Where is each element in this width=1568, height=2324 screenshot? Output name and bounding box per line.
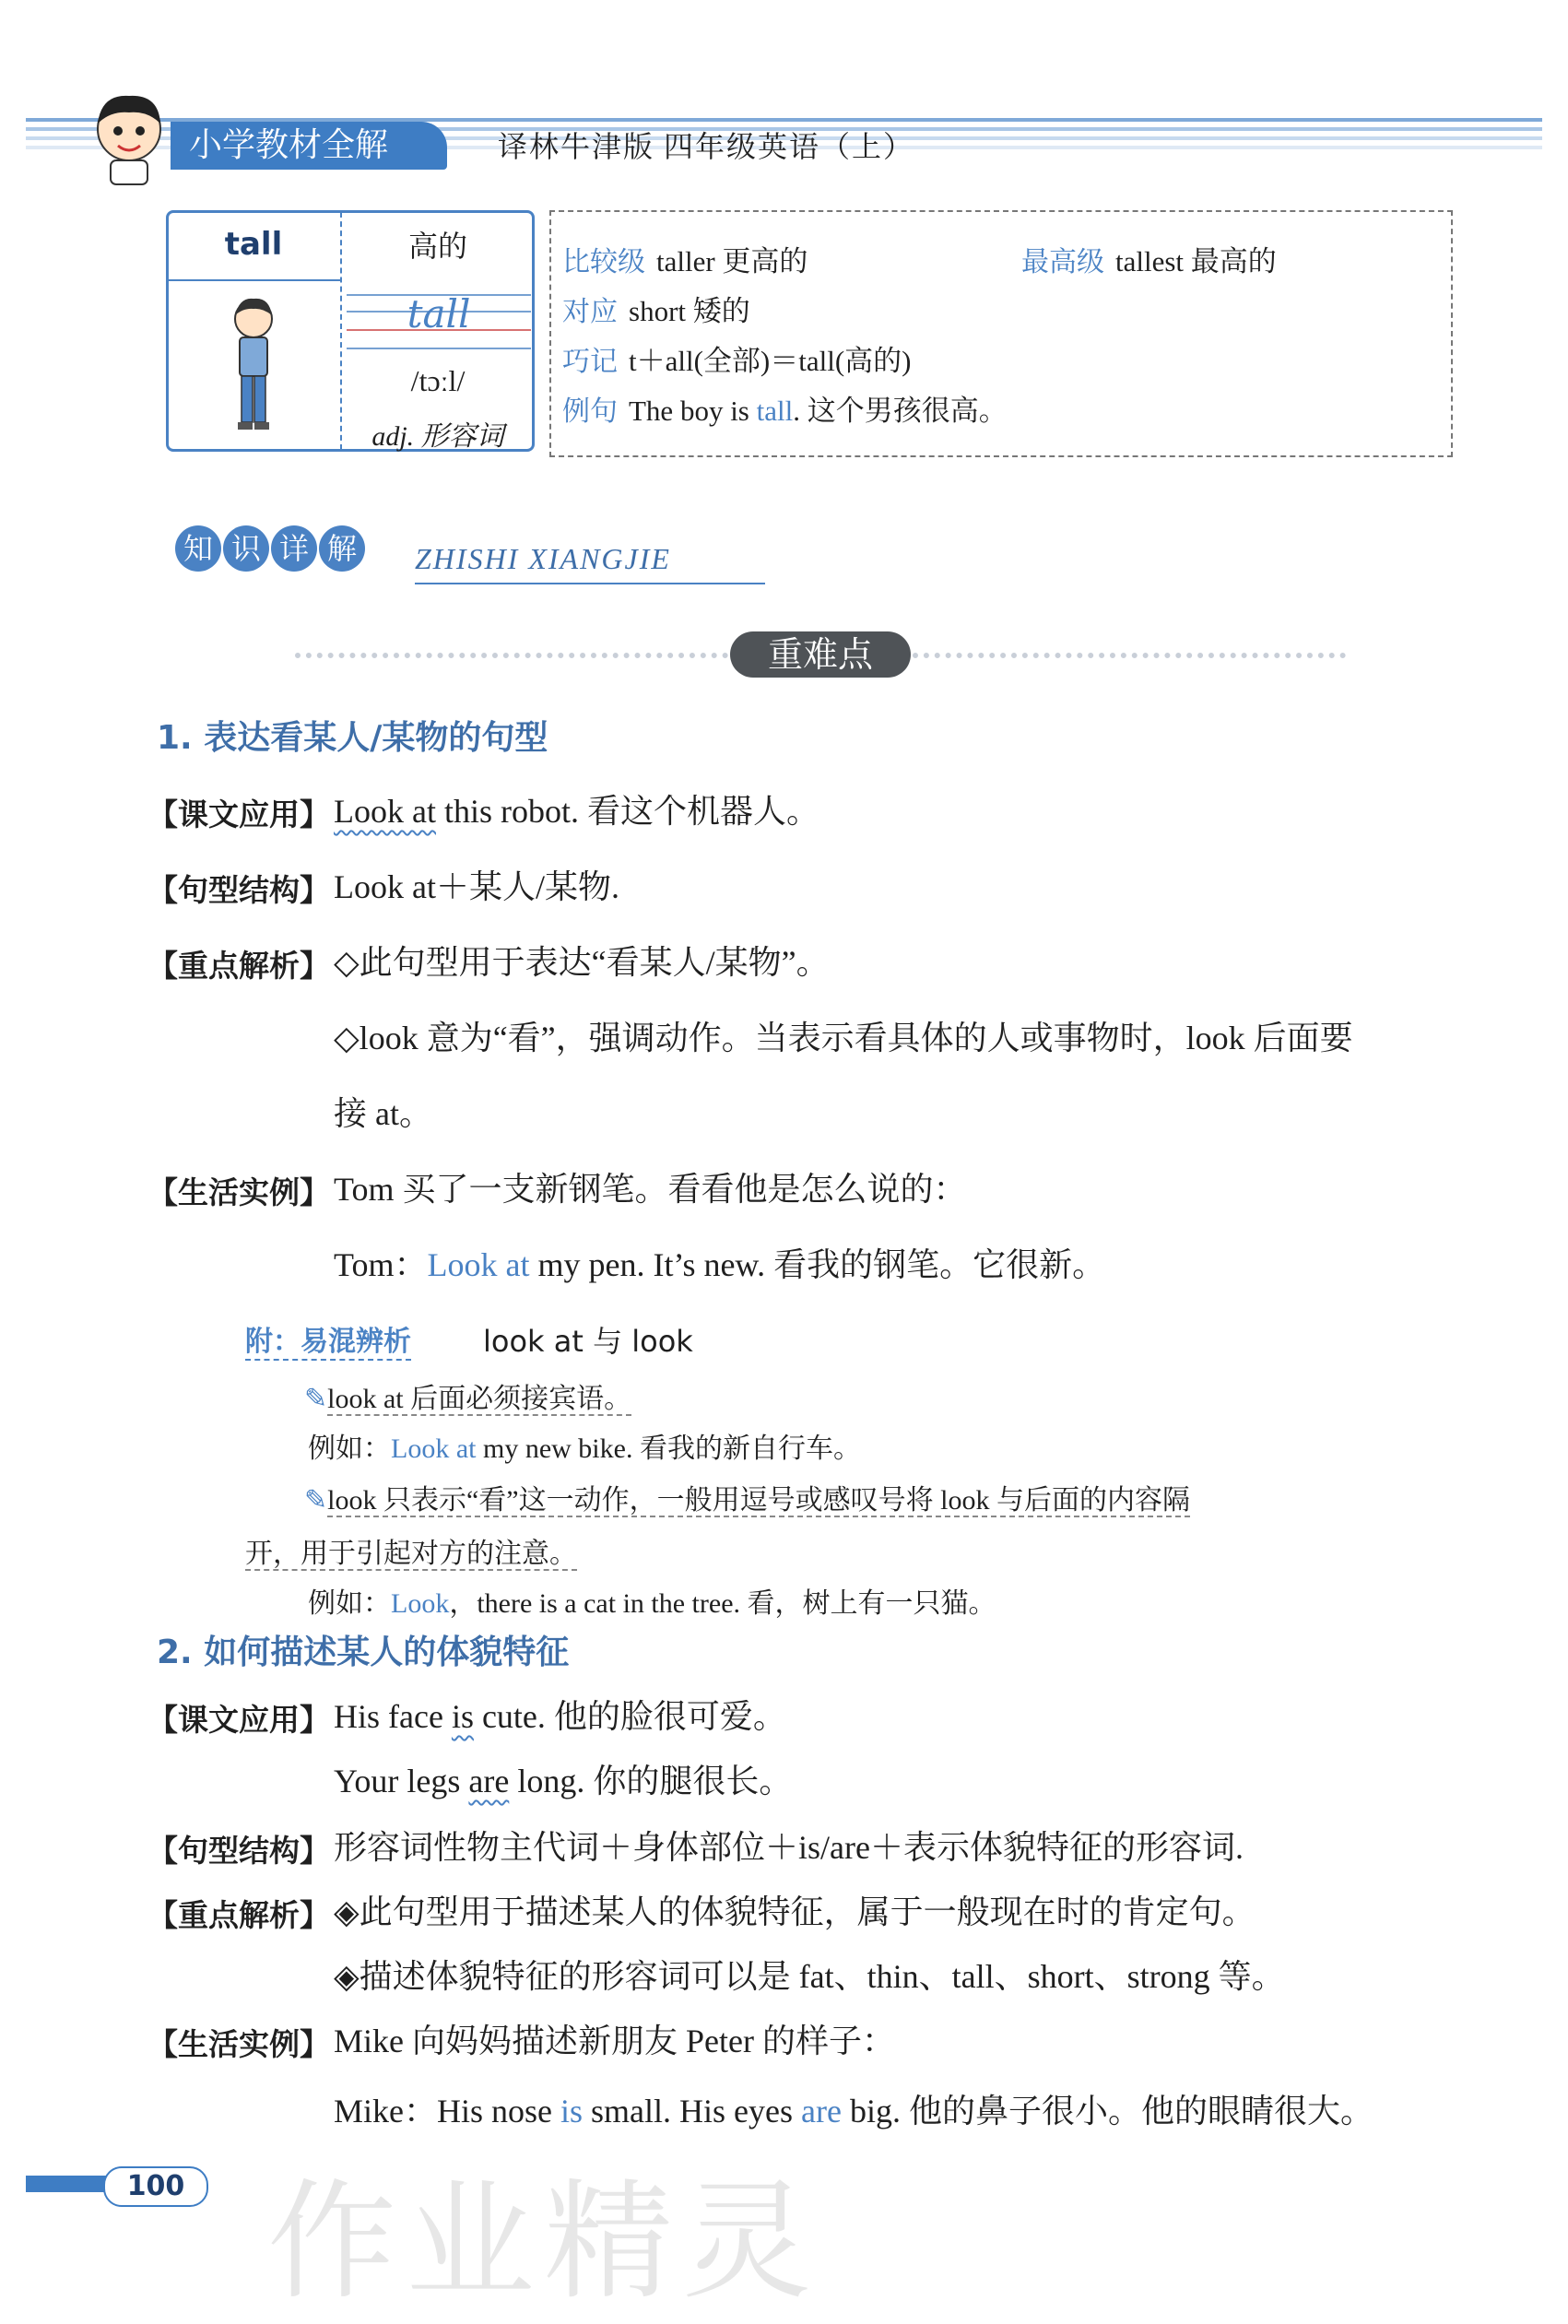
opposite-label: 对应 [562,296,618,328]
point1-title: 1. 表达看某人/某物的句型 [157,719,548,757]
tag-example-2: 【生活实例】 [147,2026,330,2062]
point1-analysis-1: ◇此句型用于表达“看某人/某物”。 [334,944,830,981]
superlative-label: 最高级 [1021,246,1104,278]
example-text: The boy is [629,395,757,427]
text1-pre: His face [334,1698,452,1735]
superlative: tallest 最高的 [1115,245,1277,277]
point1-analysis-2b: 接 at。 [334,1095,432,1132]
note-example-1 [308,1425,861,1466]
point1-text-rest: this robot. 看这个机器人。 [435,793,819,830]
example-line [562,387,1008,429]
point2-structure: 形容词性物主代词＋身体部位＋is/are＋表示体貌特征的形容词. [334,1829,1244,1866]
point1-underlined: Look at [334,793,436,830]
book-info: 译林牛津版 四年级英语（上） [498,130,915,163]
tag-analysis-2: 【重点解析】 [147,1897,330,1933]
mnemonic: t＋all(全部)＝tall(高的) [629,345,912,377]
note-line-1 [304,1375,631,1416]
banner-underline [415,583,765,584]
note-subtitle: look at 与 look [483,1324,693,1359]
note-line-2 [304,1477,1190,1517]
watermark: 作业精灵 [267,2167,821,2318]
text1-post: cute. 他的脸很可爱。 [473,1698,786,1735]
opposite: short 矮的 [629,295,750,327]
point2-title: 2. 如何描述某人的体貌特征 [157,1634,570,1671]
example-highlight: Look at [427,1246,530,1283]
point1-example-intro: Tom 买了一支新钢笔。看看他是怎么说的： [334,1171,967,1208]
point2-text-2 [334,1755,792,1802]
ex-rest: ，there is a cat in the tree. 看，树上有一只猫。 [449,1588,996,1619]
opposite-line [562,288,750,329]
note-title: 附：易混辨析 [245,1318,411,1361]
point1-structure: Look at＋某人/某物. [334,868,619,905]
example-translation: . 这个男孩很高。 [793,395,1008,427]
ex-a: His nose [437,2093,560,2129]
point2-example-intro: Mike 向妈妈描述新朋友 Peter 的样子： [334,2023,895,2059]
comparative-label: 比较级 [562,246,645,278]
series-title: 小学教材全解 [171,122,447,170]
point2-text-1 [334,1691,786,1738]
banner-pinyin: ZHISHI XIANGJIE [415,542,671,575]
card-divider [340,212,342,450]
tall-boy-illustration [221,293,286,441]
ex-b: small. His eyes [583,2093,801,2129]
ex-hl2: are [801,2093,842,2129]
speaker: Mike： [334,2093,437,2129]
page-number: 100 [103,2166,208,2207]
note-line-2b [245,1530,577,1571]
tag-example: 【生活实例】 [147,1174,330,1210]
tag-structure-2: 【句型结构】 [147,1833,330,1869]
note-line-2b-text: 开，用于引起对方的注意。 [245,1539,577,1569]
point2-analysis-1: ◈此句型用于描述某人的体貌特征，属于一般现在时的肯定句。 [334,1893,1256,1930]
tag-analysis: 【重点解析】 [147,948,330,984]
point2-analysis-2: ◈描述体貌特征的形容词可以是 fat、thin、tall、short、strong 等。 [334,1958,1285,1995]
ex-hl1: is [560,2093,584,2129]
mnemonic-line [562,337,912,379]
point2-example [334,2085,1373,2132]
comparative-line [562,238,808,279]
point1-analysis-2: ◇look 意为“看”，强调动作。当表示看具体的人或事物时，look 后面要 [334,1020,1353,1056]
ex-label: 例如： [308,1433,391,1464]
example-rest: my pen. It’s new. 看我的钢笔。它很新。 [529,1246,1106,1283]
tag-text-application: 【课文应用】 [147,796,330,832]
section-banner [175,525,367,572]
note-line-2-text: look 只表示“看”这一动作，一般用逗号或感叹号将 look 与后面的内容隔 [327,1485,1190,1516]
note-line-1-text: look at 后面必须接宾语。 [327,1384,632,1414]
banner-char-1: 知 [175,525,221,572]
pencil-icon: ✎ [304,1384,328,1414]
point1-example [334,1239,1105,1286]
example-highlight: tall [756,395,794,427]
ex-c: big. 他的鼻子很小。他的眼睛很大。 [841,2093,1373,2129]
ex-highlight: Look at [391,1433,477,1464]
dotted-divider-right [913,653,1346,658]
example-label: 例句 [562,395,618,428]
ex-highlight: Look [391,1588,450,1619]
dotted-divider-left [295,653,728,658]
banner-char-3: 详 [271,525,317,572]
superlative-line [1021,238,1277,279]
card-divider-h [168,279,340,281]
part-of-speech: adj. 形容词 [371,421,504,452]
tag-text-application-2: 【课文应用】 [147,1702,330,1738]
key-points-badge: 重难点 [730,631,911,678]
vocab-word: tall [224,226,283,263]
banner-char-4: 解 [319,525,365,572]
speaker: Tom： [334,1246,428,1283]
tag-structure: 【句型结构】 [147,872,330,908]
pencil-icon: ✎ [304,1485,328,1516]
handwritten-word: tall [407,291,471,336]
ex-label: 例如： [308,1588,391,1619]
page-number-bar [26,2176,109,2192]
vocab-meaning: 高的 [407,229,467,264]
mnemonic-label: 巧记 [562,346,618,378]
banner-char-2: 识 [223,525,269,572]
phonetic: /tɔːl/ [410,364,466,397]
text2-underlined: are [468,1763,510,1799]
point1-text [334,785,819,832]
comparative: taller 更高的 [656,245,808,277]
text2-post: long. 你的腿很长。 [509,1763,793,1799]
text1-underlined: is [451,1698,474,1735]
text2-pre: Your legs [334,1763,469,1799]
ex-rest: my new bike. 看我的新自行车。 [476,1433,861,1464]
note-example-2 [308,1580,996,1621]
cartoon-boy-icon [74,85,184,186]
vocab-info-box [549,210,1453,457]
